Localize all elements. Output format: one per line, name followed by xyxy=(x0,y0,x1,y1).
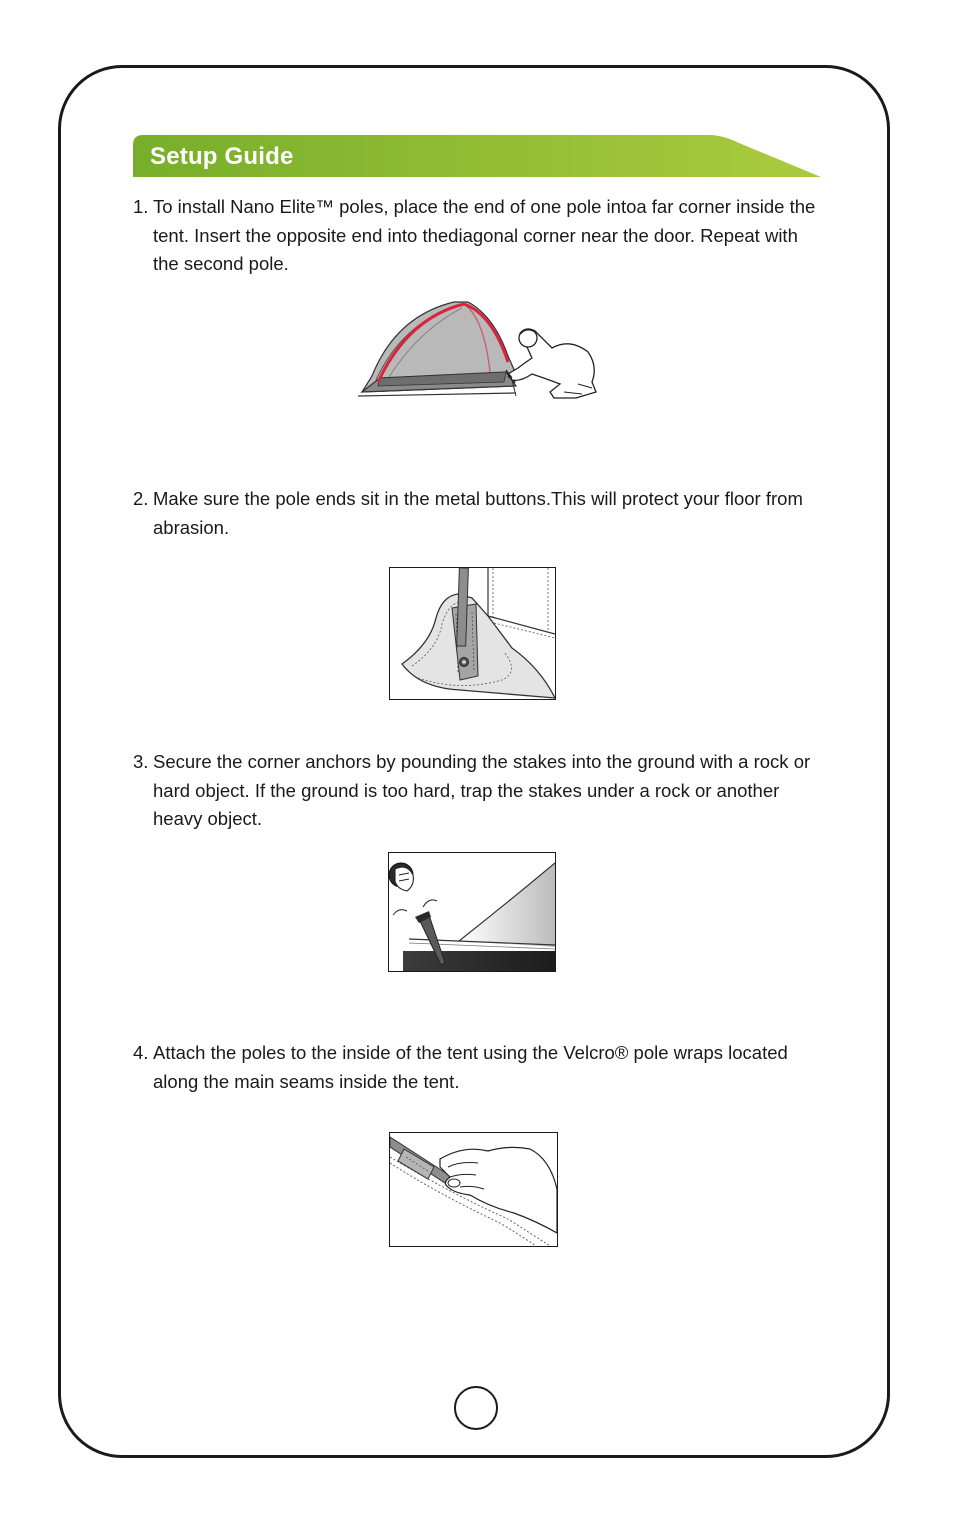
step-number: 4. xyxy=(133,1042,149,1063)
page-title: Setup Guide xyxy=(150,143,294,170)
step-text: To install Nano Elite™ poles, place the end of one pole intoa far corner inside the tent. Insert the opposite end into thediagonal corner near the door. Repeat with the second pole. xyxy=(153,196,816,274)
step-4 xyxy=(133,1039,823,1096)
pole-end-metal-button-icon xyxy=(389,567,556,700)
step-3 xyxy=(133,748,823,834)
tent-pole-install-icon xyxy=(356,296,598,406)
step-number: 3. xyxy=(133,751,149,772)
velcro-pole-wrap-icon xyxy=(389,1132,558,1247)
page-number-circle xyxy=(454,1386,498,1430)
stake-pounding-icon xyxy=(388,852,556,972)
step-text: Make sure the pole ends sit in the metal buttons.This will protect your floor from abrasion. xyxy=(153,488,803,538)
step-text: Attach the poles to the inside of the tent using the Velcro® pole wraps located along the main seams inside the tent. xyxy=(153,1042,788,1092)
step-2 xyxy=(133,485,823,542)
step-number: 2. xyxy=(133,488,149,509)
step-1 xyxy=(133,193,823,279)
section-banner xyxy=(133,135,821,179)
step-text: Secure the corner anchors by pounding the stakes into the ground with a rock or hard object. If the ground is too hard, trap the stakes under a rock or another heavy object. xyxy=(153,751,811,829)
step-number: 1. xyxy=(133,196,149,217)
